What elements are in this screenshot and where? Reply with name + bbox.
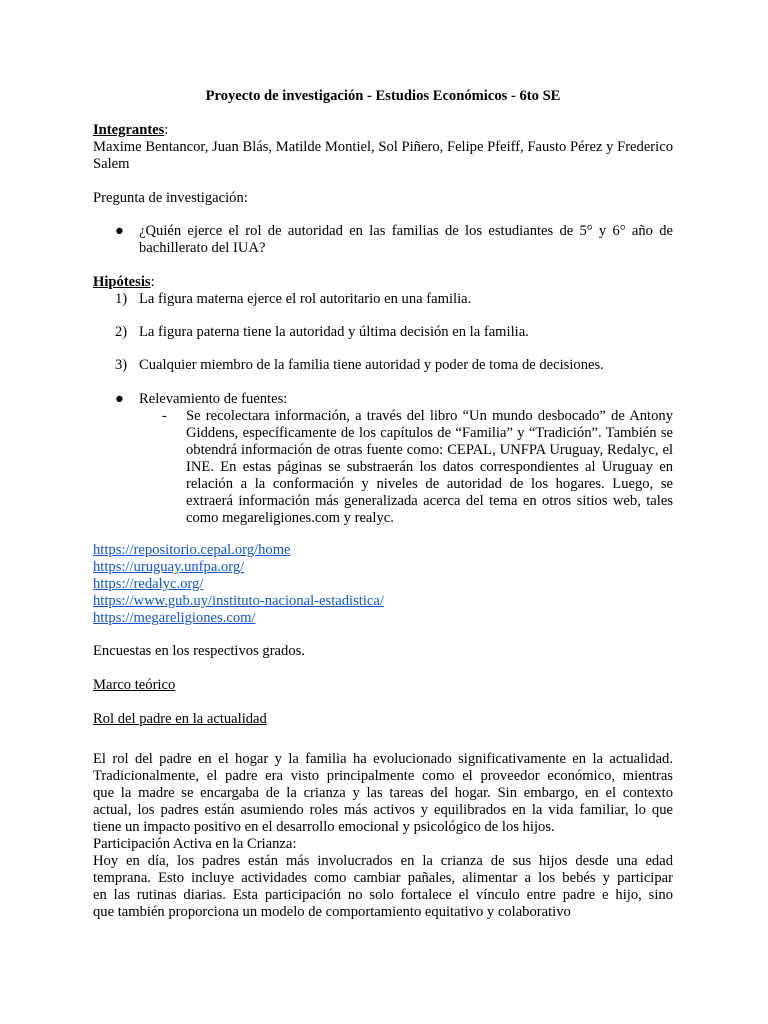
hipotesis-label: Hipótesis bbox=[93, 274, 151, 290]
relevamiento-text: Se recolectara información, a través del libro “Un mundo desbocado” de Antony Giddens, específicamente de los capítulos de “Familia” y “Tradición”. También se obtendrá información de otras fuente como: CEPAL, UNFPA Uruguay, Redalyc, el INE. En estas páginas se substraerán los datos correspondientes al Uruguay en relación a la conformación y niveles de autoridad de los hogares. Luego, se extraerá información más generalizada acerca del tema en otros sitios web, tales como megareligiones.com y realyc. bbox=[186, 408, 673, 526]
hipotesis-number: 3) bbox=[115, 357, 128, 373]
marco-teorico-heading bbox=[93, 677, 673, 694]
paragraph-line: temprana. Esto incluye actividades como cambiar pañales, alimentar a los bebés y participar bbox=[93, 870, 673, 886]
document-title: Proyecto de investigación - Estudios Económicos - 6to SE bbox=[205, 88, 561, 104]
hipotesis-item: La figura materna ejerce el rol autoritario en una familia. bbox=[139, 291, 472, 307]
paragraph-line: en las rutinas diarias. Esta participación no solo fortalece el vínculo entre padre e hijo, sino bbox=[93, 887, 673, 903]
pregunta-text: ¿Quién ejerce el rol de autoridad en las familias de los estudiantes de 5° y 6° año de bachillerato del IUA? bbox=[139, 223, 673, 256]
relevamiento-dash: - bbox=[162, 408, 167, 424]
hipotesis-item: La figura paterna tiene la autoridad y última decisión en la familia. bbox=[139, 324, 529, 340]
paragraph-line: Hoy en día, los padres están más involucrados en la crianza de sus hijos desde una edad bbox=[93, 853, 673, 869]
paragraph-line: actual, los padres están asumiendo roles más activos y equilibrados en la vida familiar, lo que bbox=[93, 802, 673, 818]
link-cepal[interactable]: https://repositorio.cepal.org/home bbox=[93, 542, 291, 558]
encuestas-text: Encuestas en los respectivos grados. bbox=[93, 643, 305, 659]
integrantes-colon: : bbox=[164, 122, 169, 138]
hipotesis-colon: : bbox=[150, 274, 155, 290]
paragraph-line: que la madre se encargaba de la crianza y las tareas del hogar. Sin embargo, en el contexto bbox=[93, 785, 673, 801]
integrantes-heading bbox=[93, 122, 673, 139]
rol-padre-heading bbox=[93, 711, 673, 728]
relevamiento-bullet: ● bbox=[115, 391, 124, 407]
paragraph-line: Tradicionalmente, el padre era visto principalmente como el proveedor económico, mientras bbox=[93, 768, 673, 784]
relevamiento-label: Relevamiento de fuentes: bbox=[139, 391, 288, 407]
hipotesis-item: Cualquier miembro de la familia tiene autoridad y poder de toma de decisiones. bbox=[139, 357, 604, 373]
link-megareligiones[interactable]: https://megareligiones.com/ bbox=[93, 610, 256, 626]
pregunta-label: Pregunta de investigación: bbox=[93, 190, 248, 206]
hipotesis-number: 1) bbox=[115, 291, 128, 307]
links-list bbox=[93, 542, 673, 627]
pregunta-bullet: ● bbox=[115, 223, 124, 239]
hipotesis-heading bbox=[93, 274, 673, 291]
link-redalyc[interactable]: https://redalyc.org/ bbox=[93, 576, 204, 592]
rol-padre-label: Rol del padre en la actualidad bbox=[93, 711, 267, 727]
integrantes-label: Integrantes bbox=[93, 122, 165, 138]
participacion-heading: Participación Activa en la Crianza: bbox=[93, 836, 297, 852]
paragraph-line: que también proporciona un modelo de comportamiento equitativo y colaborativo bbox=[93, 904, 571, 920]
paragraph-line: El rol del padre en el hogar y la familia ha evolucionado significativamente en la actualidad. bbox=[93, 751, 673, 767]
integrantes-list: Maxime Bentancor, Juan Blás, Matilde Montiel, Sol Piñero, Felipe Pfeiff, Fausto Pérez y Frederico Salem bbox=[93, 139, 673, 172]
paragraph-line: tiene un impacto positivo en el desarrollo emocional y psicológico de los hijos. bbox=[93, 819, 555, 835]
link-ine[interactable]: https://www.gub.uy/instituto-nacional-estadistica/ bbox=[93, 593, 384, 609]
body-paragraph-1 bbox=[93, 751, 673, 921]
link-unfpa[interactable]: https://uruguay.unfpa.org/ bbox=[93, 559, 245, 575]
marco-teorico-label: Marco teórico bbox=[93, 677, 176, 693]
hipotesis-number: 2) bbox=[115, 324, 128, 340]
